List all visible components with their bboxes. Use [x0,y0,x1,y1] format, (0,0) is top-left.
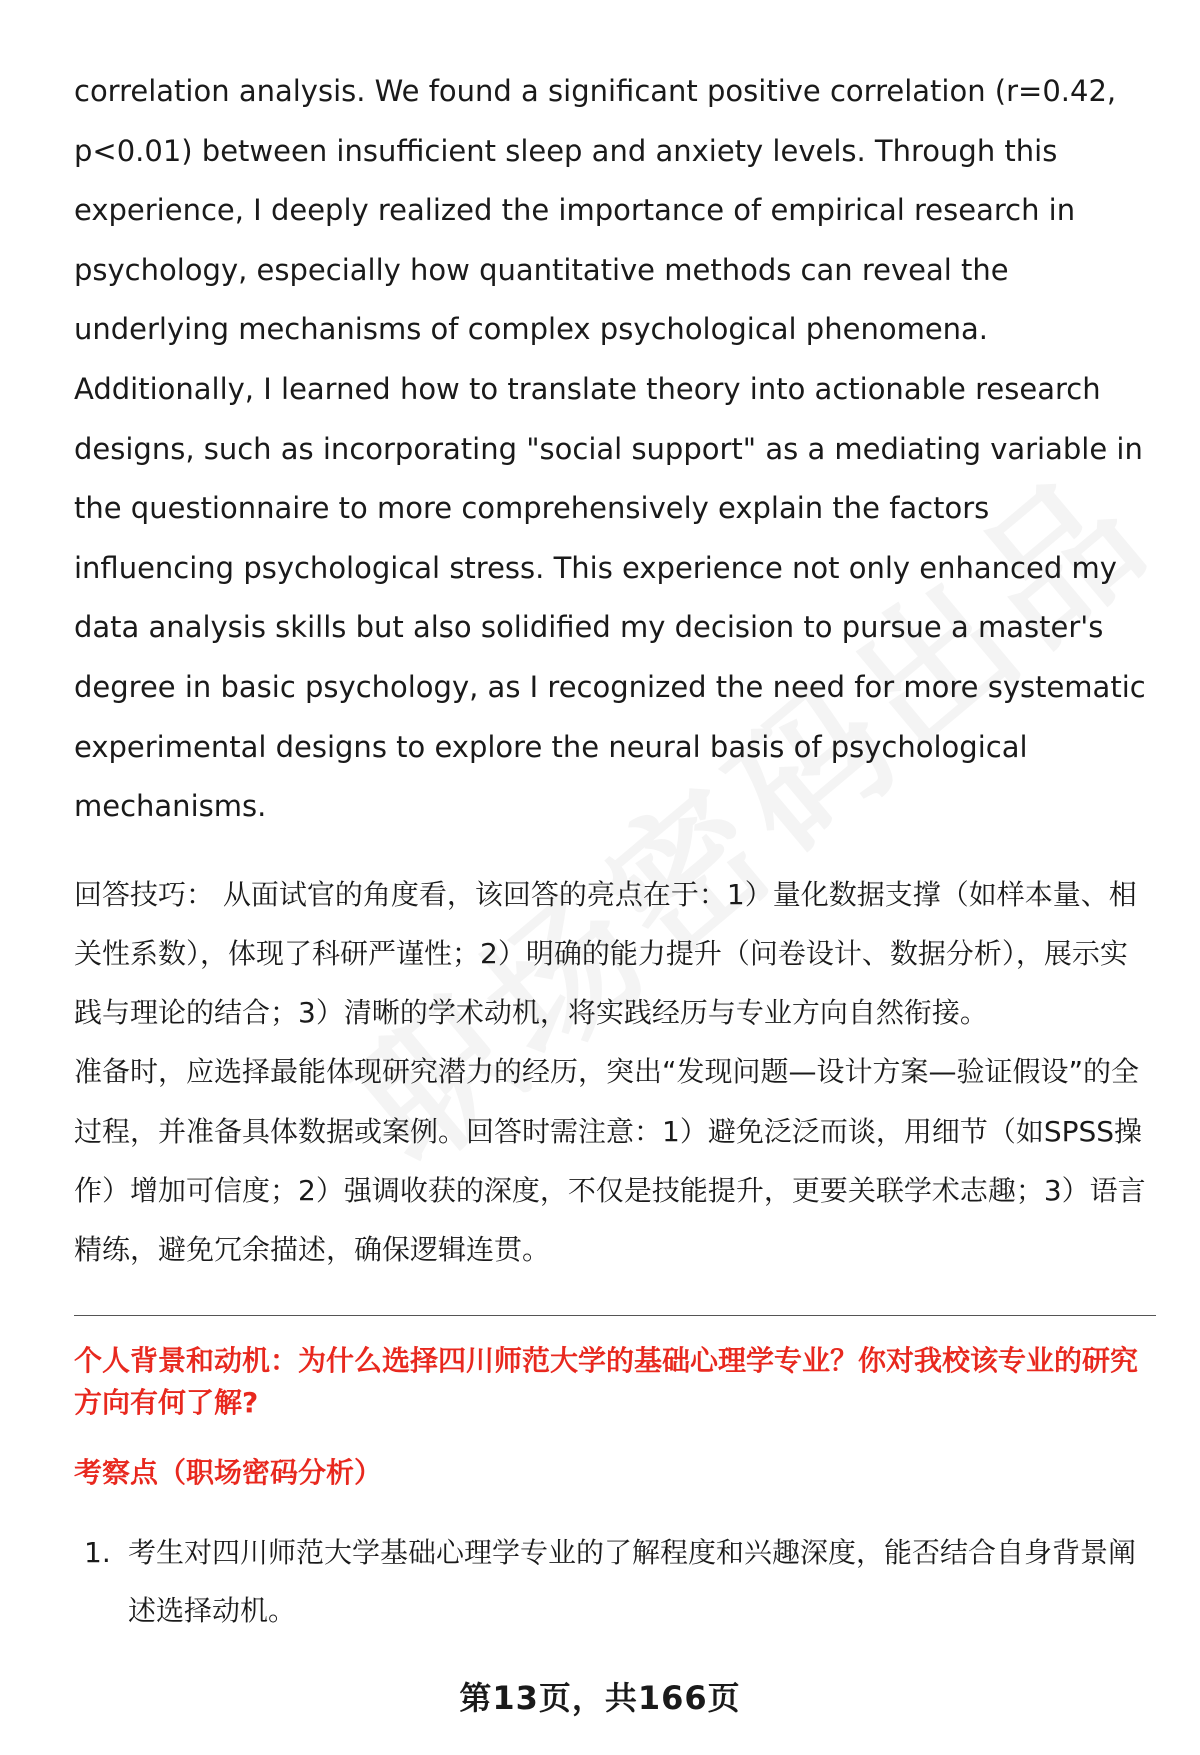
answer-paragraph: correlation analysis. We found a significant positive correlation (r=0.42, p<0.01) between insufficient sleep and anxiety levels. Through this experience, I deeply realized the importance of empirical research in psychology, especially how quantitative methods can reveal the underlying mechanisms of complex psychological phenomena. Additionally, I learned how to translate theory into actionable research designs, such as incorporating "social support" as a mediating variable in the questionnaire to more comprehensively explain the factors influencing psychological stress. This experience not only enhanced my data analysis skills but also solidified my decision to pursue a master's degree in basic psychology, as I recognized the need for more systematic experimental designs to explore the neural basis of psychological mechanisms. [74,74,1146,824]
assessment-points-list [74,1524,1154,1640]
list-item-text: 考生对四川师范大学基础心理学专业的了解程度和兴趣深度，能否结合自身背景阐述选择动机。 [128,1536,1137,1628]
list-item [74,1524,1154,1640]
question-heading: 个人背景和动机：为什么选择四川师范大学的基础心理学专业？你对我校该专业的研究方向有何了解? [74,1344,1139,1420]
assessment-subheading: 考察点（职场密码分析） [74,1456,383,1490]
page-number-footer: 第13页，共166页 [459,1679,741,1717]
tips-block [74,865,1154,1279]
document-page [74,62,1154,1640]
answer-tips-paragraph: 回答技巧： 从面试官的角度看，该回答的亮点在于：1）量化数据支撑（如样本量、相关性系数），体现了科研严谨性；2）明确的能力提升（问卷设计、数据分析），展示实践与理论的结合；3）清晰的学术动机，将实践经历与专业方向自然衔接。 [74,877,1137,1030]
section-divider [74,1315,1156,1316]
list-item-number: 1. [84,1536,111,1570]
preparation-tips-paragraph: 准备时，应选择最能体现研究潜力的经历，突出“发现问题—设计方案—验证假设”的全过程，并准备具体数据或案例。回答时需注意：1）避免泛泛而谈，用细节（如SPSS操作）增加可信度；2）强调收获的深度，不仅是技能提升，更要关联学术志趣；3）语言精练，避免冗余描述，确保逻辑连贯。 [74,1055,1146,1266]
